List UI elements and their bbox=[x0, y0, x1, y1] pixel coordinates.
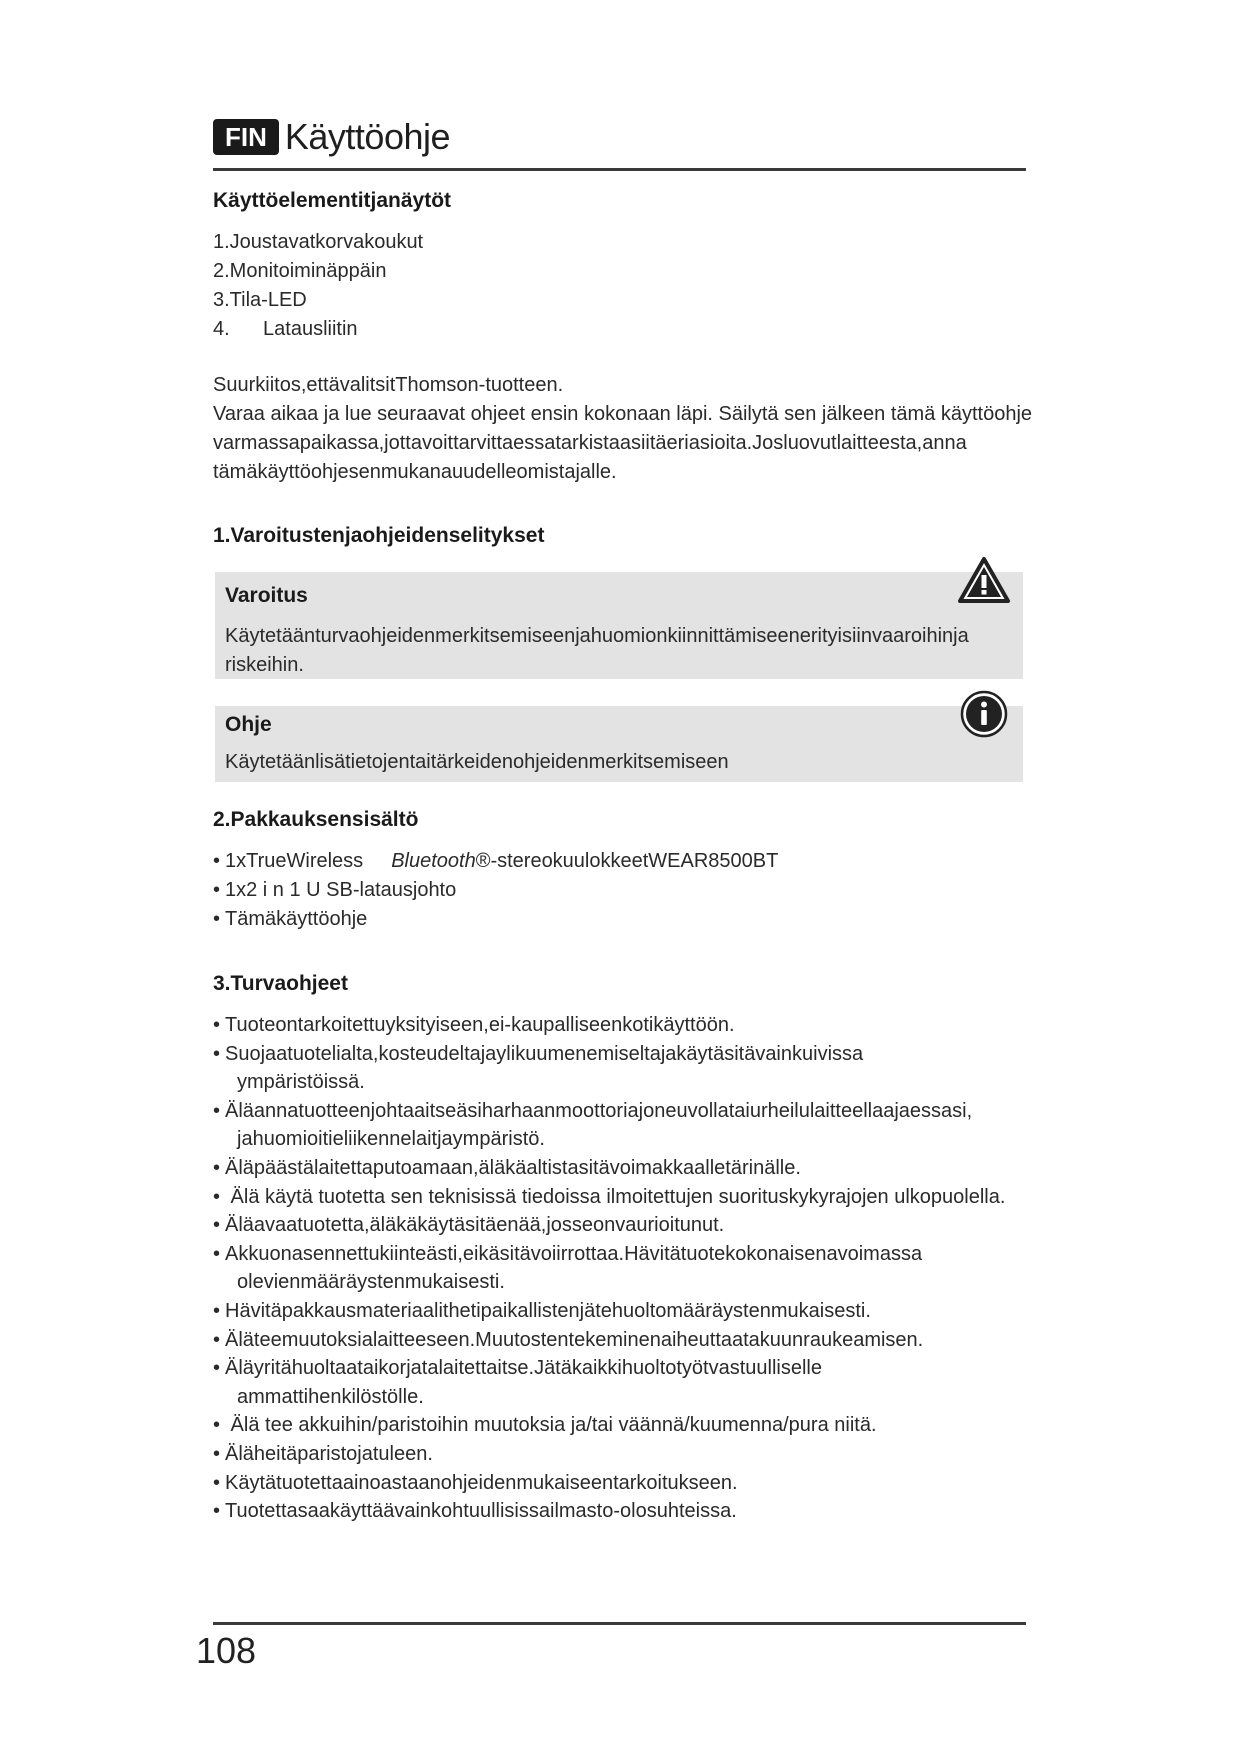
list-item: • Älä tee akkuihin/paristoihin muutoksia ja/tai väännä/kuumenna/pura niitä. bbox=[213, 1411, 1013, 1440]
intro-paragraph bbox=[213, 371, 1033, 487]
warning-triangle-icon bbox=[957, 556, 1011, 604]
warning-box bbox=[215, 572, 1023, 679]
intro-line: Suurkiitos,ettävalitsitThomson-tuotteen. bbox=[213, 374, 564, 396]
list-item: • Äläannatuotteenjohtaaitseäsiharhaanmoottoriajoneuvollataiurheilulaitteellaajaessasi, jahuomioitieliikennelaitjaympäristö. bbox=[213, 1097, 1013, 1154]
header-divider bbox=[213, 168, 1026, 171]
list-item: • Akkuonasennettukiinteästi,eikäsitävoiirrottaa.Hävitätuotekokonaisenavoimassa olevienmääräystenmukaisesti. bbox=[213, 1240, 1013, 1297]
intro-line: varmassapaikassa,jottavoittarvittaessatarkistaasiitäeriasioita.Josluovutlaitteesta,anna bbox=[213, 432, 967, 454]
item-suffix: ®-stereokuulokkeetWEAR8500BT bbox=[475, 850, 779, 872]
language-badge: FIN bbox=[213, 119, 279, 155]
list-item: • Käytätuotettaainoastaanohjeidenmukaiseentarkoitukseen. bbox=[213, 1469, 1013, 1498]
list-item: • Äläyritähuoltaataikorjatalaitettaitse.Jätäkaikkihuoltotyötvastuulliselle ammattihenkilöstölle. bbox=[213, 1354, 1013, 1411]
list-item: • Tuotettasaakäyttäävainkohtuullisissailmasto-olosuhteissa. bbox=[213, 1497, 1013, 1526]
item-prefix: 1xTrueWireless bbox=[225, 850, 364, 872]
safety-list bbox=[213, 1011, 1013, 1526]
list-item: 4. Latausliitin bbox=[213, 318, 358, 340]
list-item: • Hävitäpakkausmateriaalithetipaikallistenjätehuoltomääräystenmukaisesti. bbox=[213, 1297, 1013, 1326]
list-item: 2.Monitoiminäppäin bbox=[213, 260, 387, 282]
intro-line: Varaa aikaa ja lue seuraavat ohjeet ensin kokonaan läpi. Säilytä sen jälkeen tämä käyttöohje bbox=[213, 403, 1033, 425]
list-item: 3.Tila-LED bbox=[213, 289, 307, 311]
page-number: 108 bbox=[196, 1630, 257, 1671]
info-icon bbox=[960, 690, 1008, 738]
list-item: 1.Joustavatkorvakoukut bbox=[213, 231, 424, 253]
page-title: Käyttöohje bbox=[284, 116, 451, 157]
intro-line: tämäkäyttöohjesenmukanauudelleomistajalle. bbox=[213, 461, 617, 483]
controls-heading: Käyttöelementitjanäytöt bbox=[213, 189, 452, 212]
list-item: • 1x2 i n 1 U SB-latausjohto bbox=[213, 876, 778, 905]
list-item: • Tämäkäyttöohje bbox=[213, 905, 778, 934]
list-item: • Tuoteontarkoitettuyksityiseen,ei-kaupalliseenkotikäyttöön. bbox=[213, 1011, 1013, 1040]
note-box bbox=[215, 706, 1023, 782]
section3-heading: 3.Turvaohjeet bbox=[213, 972, 348, 995]
list-item: • Älä käytä tuotetta sen teknisissä tiedoissa ilmoitettujen suorituskykyrajojen ulkopuolella. bbox=[213, 1183, 1013, 1212]
list-item: • Äläavaatuotetta,äläkäkäytäsitäenää,josseonvaurioitunut. bbox=[213, 1211, 1013, 1240]
list-item: • Suojaatuotelialta,kosteudeltajaylikuumenemiseltajakäytäsitävainkuivissa ympäristöissä. bbox=[213, 1040, 1013, 1097]
section2-heading: 2.Pakkauksensisältö bbox=[213, 808, 419, 831]
note-text: Käytetäänlisätietojentaitärkeidenohjeidenmerkitsemiseen bbox=[225, 751, 729, 773]
section1-heading: 1.Varoitustenjaohjeidenselitykset bbox=[213, 524, 545, 547]
note-title: Ohje bbox=[225, 713, 272, 736]
page-header bbox=[213, 116, 450, 158]
warning-line: riskeihin. bbox=[225, 654, 304, 676]
warning-title: Varoitus bbox=[225, 584, 308, 607]
list-item: • Äläpäästälaitettaputoamaan,äläkäaltistasitävoimakkaalletärinälle. bbox=[213, 1154, 1013, 1183]
list-item: • Äläteemuutoksialaitteeseen.Muutostentekeminenaiheuttaatakuunraukeamisen. bbox=[213, 1326, 1013, 1355]
warning-line: Käytetäänturvaohjeidenmerkitsemiseenjahuomionkiinnittämiseenerityisiinvaaroihinja bbox=[225, 625, 969, 647]
package-contents-list bbox=[213, 847, 778, 934]
controls-list bbox=[213, 228, 423, 344]
footer-divider bbox=[213, 1622, 1026, 1625]
list-item: • Äläheitäparistojatuleen. bbox=[213, 1440, 1013, 1469]
item-italic: Bluetooth bbox=[391, 850, 476, 872]
warning-text bbox=[225, 622, 985, 680]
list-item bbox=[213, 847, 778, 876]
